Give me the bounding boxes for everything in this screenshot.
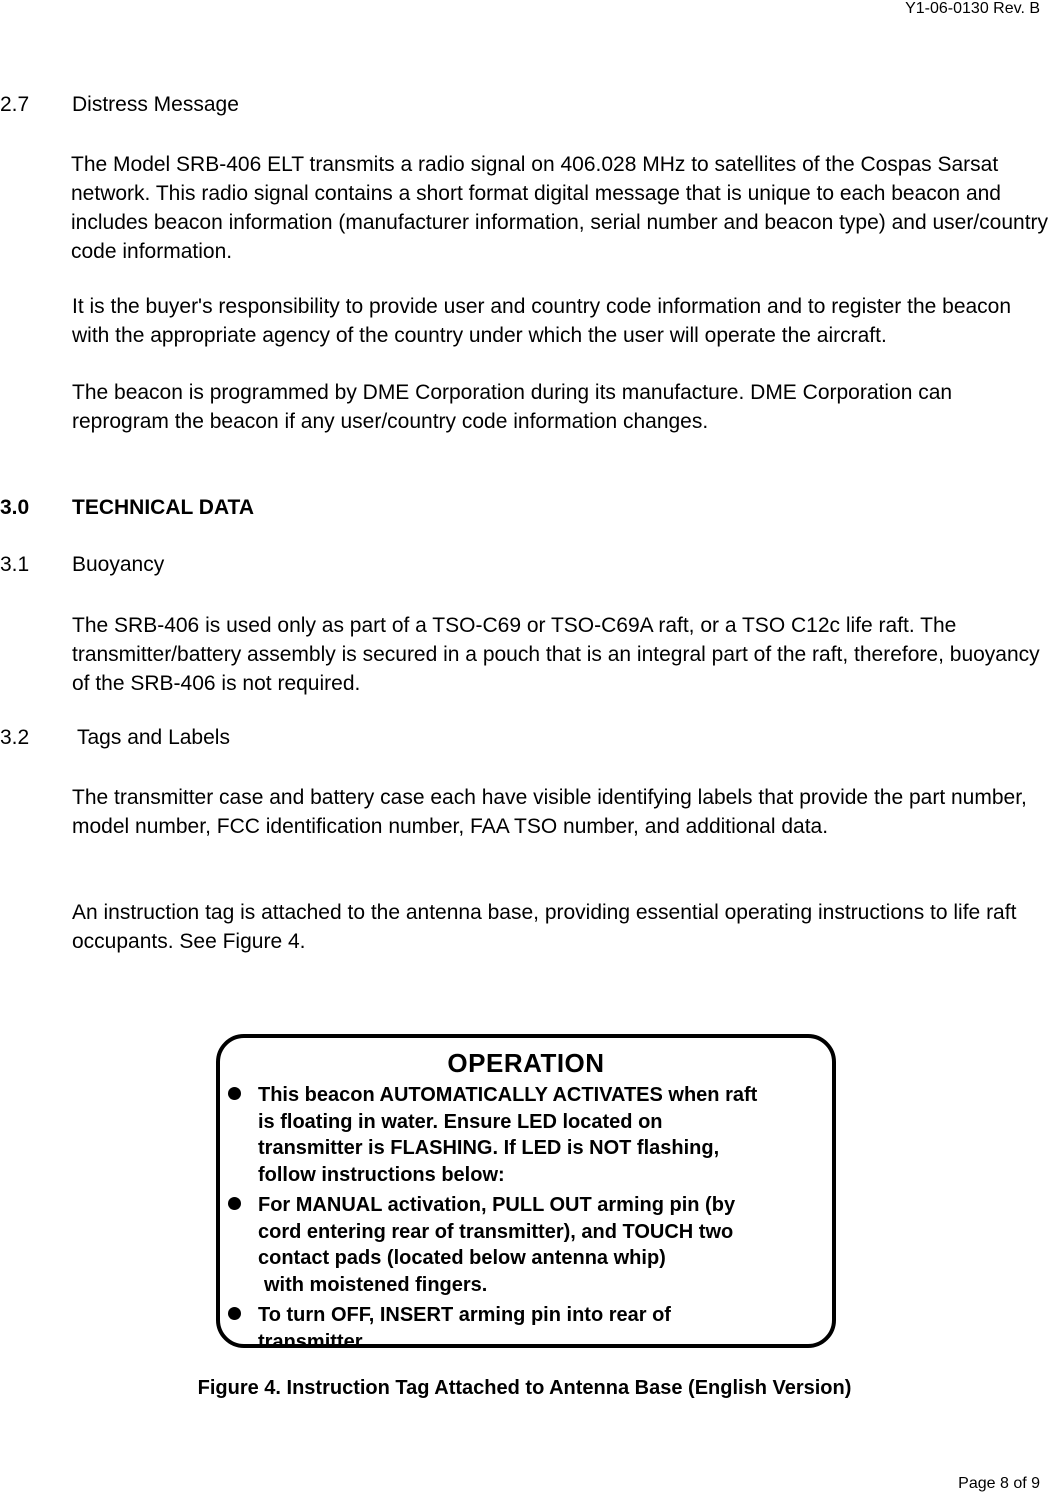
figure-caption: Figure 4. Instruction Tag Attached to Antenna Base (English Version) [197, 1377, 852, 1399]
paragraph-tags-1: The transmitter case and battery case each have visible identifying labels that provide the part number, model number, FCC identification number, FAA TSO number, and additional data. [72, 786, 1027, 838]
section-title-tags-and-labels: Tags and Labels [77, 726, 230, 749]
tag-line: To turn OFF, INSERT arming pin into rear of [258, 1304, 671, 1326]
bullet-icon [228, 1197, 241, 1210]
section-number-3-2: 3.2 [0, 726, 30, 749]
tag-line: follow instructions below: [258, 1163, 505, 1186]
tag-title: OPERATION [447, 1048, 605, 1078]
document-reference: Y1-06-0130 Rev. B [905, 0, 1040, 17]
tag-line: contact pads (located below antenna whip) [258, 1247, 666, 1269]
section-number-3-1: 3.1 [0, 553, 30, 576]
section-title-buoyancy: Buoyancy [72, 553, 165, 576]
tag-instruction-item [220, 1082, 840, 1188]
paragraph-distress-1: The Model SRB-406 ELT transmits a radio signal on 406.028 MHz to satellites of the Cospas Sarsat network. This radio signal contains a short format digital message that is unique to each beacon and includes beacon information (manufacturer information, serial number and beacon type) and user/country code information. [71, 153, 1049, 263]
section-title-distress-message: Distress Message [72, 93, 239, 116]
instruction-tag-figure [216, 1034, 836, 1353]
section-title-technical-data: TECHNICAL DATA [72, 496, 254, 519]
section-number-2-7: 2.7 [0, 93, 30, 116]
tag-line: with moistened fingers. [264, 1273, 488, 1296]
tag-line: cord entering rear of transmitter), and TOUCH two [258, 1220, 734, 1243]
tag-line: transmitter. [258, 1330, 367, 1353]
bullet-icon [228, 1307, 241, 1320]
bullet-icon [228, 1087, 241, 1100]
tag-instruction-item [220, 1302, 840, 1355]
tag-line: For MANUAL activation, PULL OUT arming pin (by [258, 1194, 736, 1216]
paragraph-buoyancy: The SRB-406 is used only as part of a TSO-C69 or TSO-C69A raft, or a TSO C12c life raft. The transmitter/battery assembly is secured in a pouch that is an integral part of the raft, therefore, buoyancy of the SRB-406 is not required. [72, 614, 1040, 695]
paragraph-tags-2: An instruction tag is attached to the antenna base, providing essential operating instructions to life raft occupants. See Figure 4. [72, 901, 1017, 953]
tag-line: transmitter is FLASHING. If LED is NOT flashing, [258, 1137, 720, 1159]
paragraph-distress-2: It is the buyer's responsibility to provide user and country code information and to register the beacon with the appropriate agency of the country under which the user will operate the aircraft. [72, 295, 1012, 347]
tag-line: This beacon AUTOMATICALLY ACTIVATES when raft [258, 1084, 758, 1106]
paragraph-distress-3: The beacon is programmed by DME Corporation during its manufacture. DME Corporation can reprogram the beacon if any user/country code information changes. [72, 381, 953, 433]
tag-instruction-item [220, 1192, 840, 1298]
page-number: Page 8 of 9 [958, 1475, 1040, 1492]
section-number-3-0: 3.0 [0, 496, 30, 519]
tag-instructions [220, 1082, 840, 1359]
tag-line: is floating in water. Ensure LED located on [258, 1110, 663, 1133]
